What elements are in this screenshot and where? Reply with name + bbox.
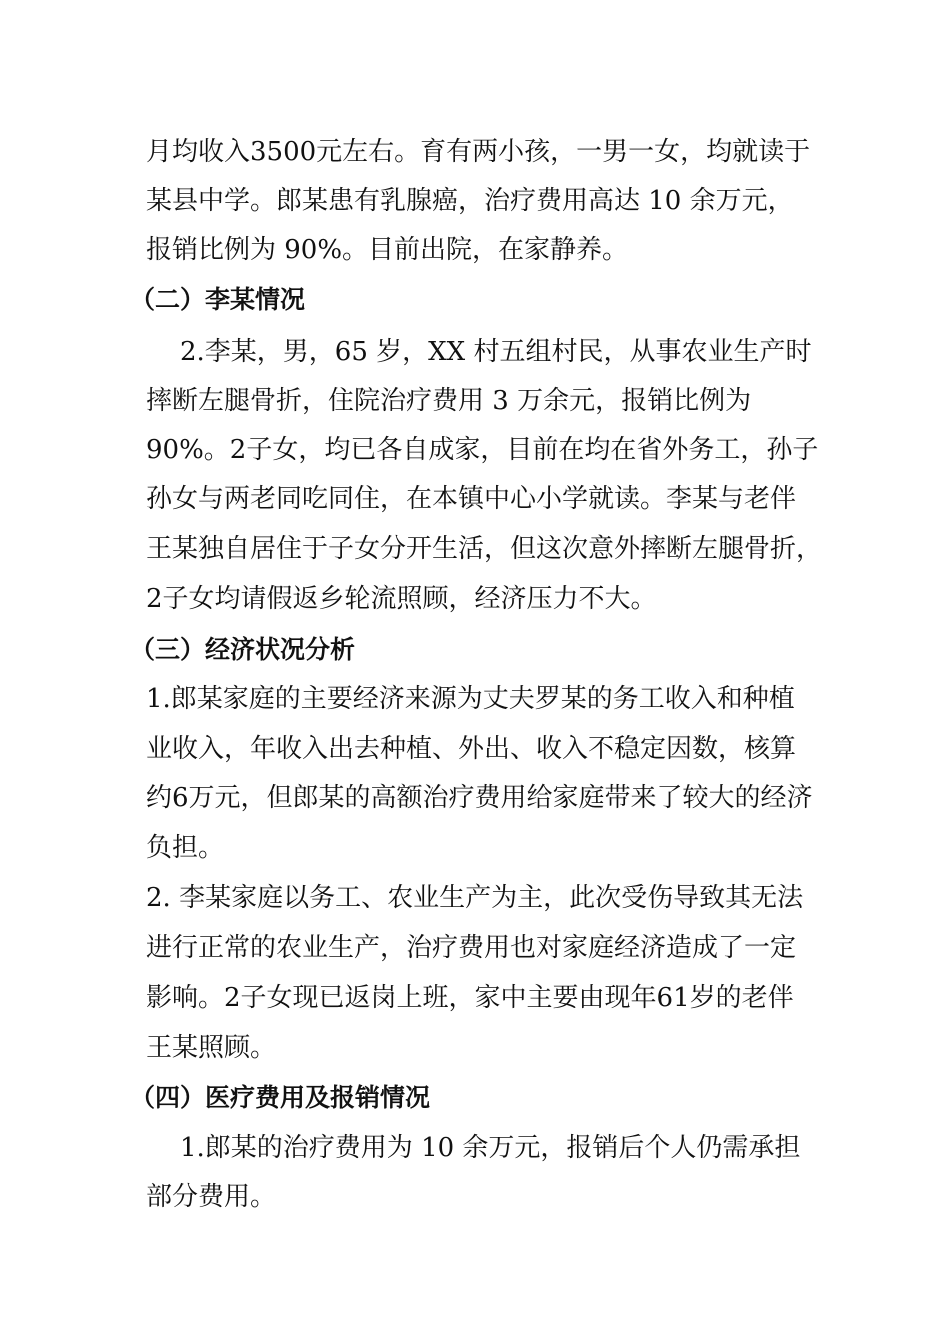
body-text-line: 1.郎某家庭的主要经济来源为丈夫罗某的务工收入和种植 <box>146 684 795 714</box>
body-text-line: 某县中学。郎某患有乳腺癌，治疗费用高达 10 余万元， <box>146 186 794 216</box>
section-heading-4: （四）医疗费用及报销情况 <box>130 1083 431 1112</box>
body-text-line: 孙女与两老同吃同住，在本镇中心小学就读。李某与老伴 <box>146 484 797 514</box>
body-text-line: 负担。 <box>146 833 225 863</box>
section-heading-2: （二）李某情况 <box>130 285 306 314</box>
body-text-line: 部分费用。 <box>146 1182 277 1212</box>
body-text-line: 王某独自居住于子女分开生活，但这次意外摔断左腿骨折， <box>146 534 823 564</box>
body-text-line: 进行正常的农业生产，治疗费用也对家庭经济造成了一定 <box>146 933 797 963</box>
body-text-line: 业收入，年收入出去种植、外出、收入不稳定因数，核算 <box>146 734 797 764</box>
body-text-line: 报销比例为 90%。目前出院，在家静养。 <box>146 235 629 265</box>
body-text-line: 影响。2子女现已返岗上班，家中主要由现年61岁的老伴 <box>146 983 794 1013</box>
body-text-line: 摔断左腿骨折，住院治疗费用 3 万余元，报销比例为 <box>146 386 752 416</box>
body-text-line: 1.郎某的治疗费用为 10 余万元，报销后个人仍需承担 <box>180 1133 801 1163</box>
section-heading-3: （三）经济状况分析 <box>130 635 356 664</box>
body-text-line: 约6万元，但郎某的高额治疗费用给家庭带来了较大的经济 <box>146 783 813 813</box>
body-text-line: 90%。2子女，均已各自成家，目前在均在省外务工，孙子 <box>146 435 819 465</box>
body-text-line: 王某照顾。 <box>146 1033 277 1063</box>
body-text-line: 2.李某，男，65 岁，XX 村五组村民，从事农业生产时 <box>180 337 812 367</box>
body-text-line: 2子女均请假返乡轮流照顾，经济压力不大。 <box>146 584 657 614</box>
body-text-line: 月均收入3500元左右。育有两小孩，一男一女，均就读于 <box>146 137 811 167</box>
body-text-line: 2. 李某家庭以务工、农业生产为主，此次受伤导致其无法 <box>146 883 804 913</box>
